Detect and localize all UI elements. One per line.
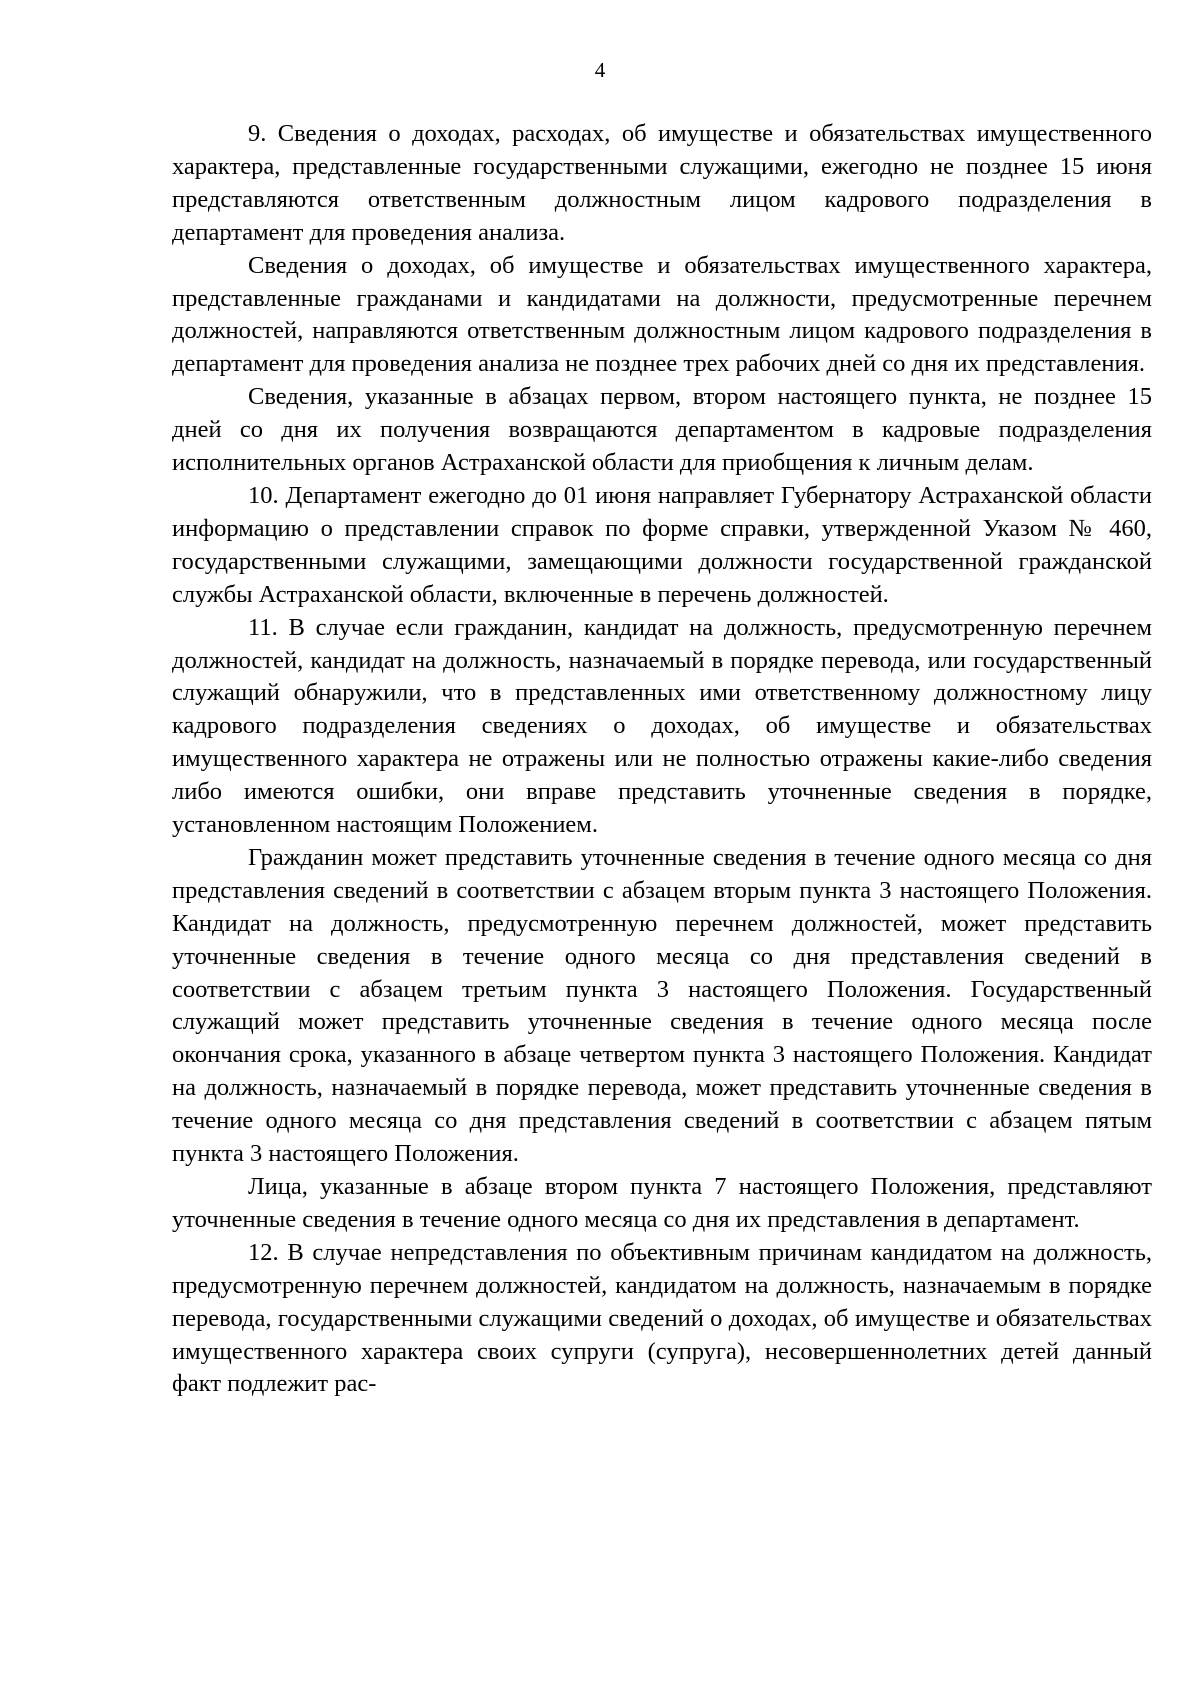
paragraph-item-11-third: Лица, указанные в абзаце втором пункта 7 настоящего Положения, представляют уточненные сведения в течение одного месяца со дня их представления в департамент.: [172, 1173, 1152, 1233]
paragraph-item-9-third: Сведения, указанные в абзацах первом, втором настоящего пункта, не позднее 15 дней со дня их получения возвращаются департаментом в кадровые подразделения исполнительных органов Астраханской области для приобщения к личным делам.: [172, 383, 1152, 477]
paragraph-item-9-second: Сведения о доходах, об имуществе и обязательствах имущественного характера, представленные гражданами и кандидатами на должности, предусмотренные перечнем должностей, направляются ответственным должностным лицом кадрового подразделения в департамент для проведения анализа не позднее трех рабочих дней со дня их представления.: [172, 251, 1152, 378]
paragraph-item-12: 12. В случае непредставления по объективным причинам кандидатом на должность, предусмотренную перечнем должностей, кандидатом на должность, назначаемым в порядке перевода, государственными служащими сведений о доходах, об имуществе и обязательствах имущественного характера своих супруги (супруга), несовершеннолетних детей данный факт подлежит рас-: [172, 1238, 1152, 1398]
paragraph-item-11: 11. В случае если гражданин, кандидат на должность, предусмотренную перечнем должностей, кандидат на должность, назначаемый в порядке перевода, или государственный служащий обнаружили, что в представленных ими ответственному должностному лицу кадрового подразделения сведениях о доходах, об имуществе и обязательствах имущественного характера не отражены или не полностью отражены какие-либо сведения либо имеются ошибки, они вправе представить уточненные сведения в порядке, установленном настоящим Положением.: [172, 613, 1152, 839]
paragraph-item-10: 10. Департамент ежегодно до 01 июня направляет Губернатору Астраханской области информацию о представлении справок по форме справки, утвержденной Указом № 460, государственными служащими, замещающими должности государственной гражданской службы Астраханской области, включенные в перечень должностей.: [172, 481, 1152, 608]
paragraph-item-11-second: Гражданин может представить уточненные сведения в течение одного месяца со дня представления сведений в соответствии с абзацем вторым пункта 3 настоящего Положения. Кандидат на должность, предусмотренную перечнем должностей, может представить уточненные сведения в течение одного месяца со дня представления сведений в соответствии с абзацем третьим пункта 3 настоящего Положения. Государственный служащий может представить уточненные сведения в течение одного месяца после окончания срока, указанного в абзаце четвертом пункта 3 настоящего Положения. Кандидат на должность, назначаемый в порядке перевода, может представить уточненные сведения в течение одного месяца со дня представления сведений в соответствии с абзацем пятым пункта 3 настоящего Положения.: [172, 843, 1152, 1168]
document-body: [172, 118, 1152, 1401]
page-number: 4: [594, 58, 606, 82]
paragraph-item-9: 9. Сведения о доходах, расходах, об имуществе и обязательствах имущественного характера, представленные государственными служащими, ежегодно не позднее 15 июня представляются ответственным должностным лицом кадрового подразделения в департамент для проведения анализа.: [172, 120, 1152, 246]
